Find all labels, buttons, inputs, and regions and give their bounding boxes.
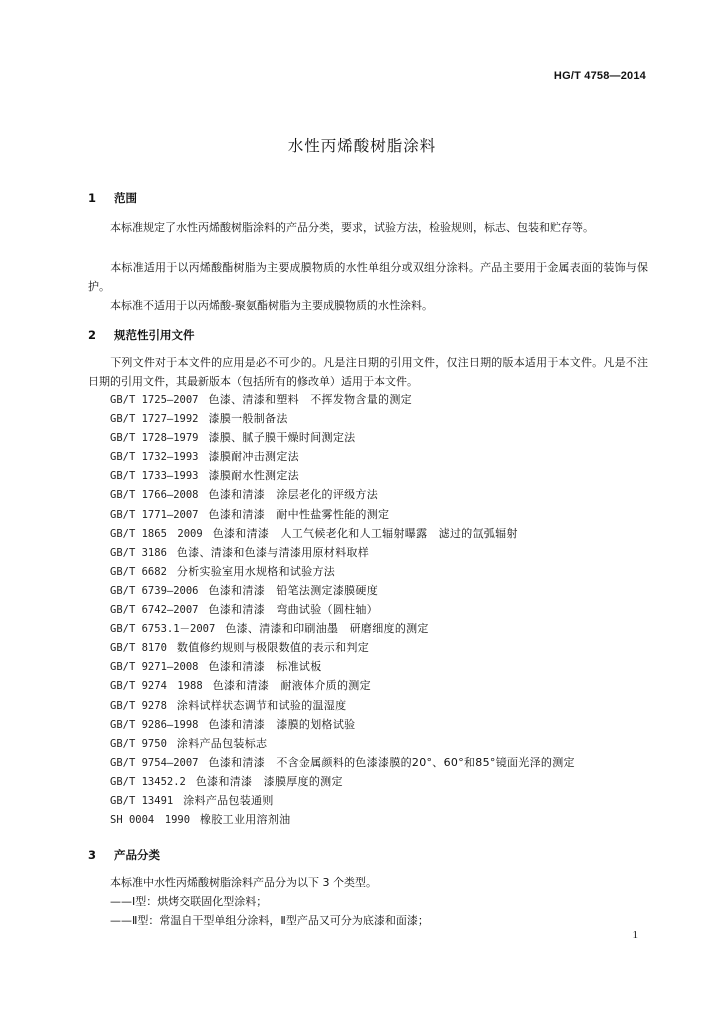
standard-code: HG/T 4758—2014 — [553, 70, 646, 82]
section-3-intro: 本标准中水性丙烯酸树脂涂料产品分为以下 3 个类型。 — [110, 876, 377, 889]
section-title: 产品分类 — [114, 848, 160, 862]
reference-list — [110, 390, 575, 829]
section-2-heading — [88, 327, 195, 343]
section-2-intro: 下列文件对于本文件的应用是必不可少的。凡是注日期的引用文件，仅注日期的版本适用于本文件。凡是不注日期的引用文件，其最新版本（包括所有的修改单）适用于本文件。 — [88, 356, 648, 388]
section-1-heading — [88, 190, 137, 206]
section-title: 范围 — [114, 191, 137, 205]
type-item: ——Ⅱ型：常温自干型单组分涂料，Ⅱ型产品又可分为底漆和面漆； — [110, 914, 429, 927]
reference-item: SH 0004 1990 橡胶工业用溶剂油 — [110, 813, 291, 827]
section-number: 3 — [88, 848, 97, 862]
page-number: 1 — [632, 929, 638, 941]
reference-item: GB/T 6742—2007 色漆和清漆 弯曲试验（圆柱轴） — [110, 603, 379, 617]
reference-item: GB/T 9750 涂料产品包装标志 — [110, 736, 268, 750]
section-number: 2 — [88, 328, 97, 342]
reference-item: GB/T 1865 2009 色漆和清漆 人工气候老化和人工辐射曝露 滤过的氙弧辐射 — [110, 526, 518, 540]
document-title: 水性丙烯酸树脂涂料 — [287, 137, 437, 155]
type-item: ——Ⅰ型：烘烤交联固化型涂料； — [110, 895, 268, 908]
reference-item: GB/T 9274 1988 色漆和清漆 耐液体介质的测定 — [110, 679, 371, 693]
reference-item: GB/T 9271—2008 色漆和清漆 标准试板 — [110, 660, 322, 674]
reference-item: GB/T 8170 数值修约规则与极限数值的表示和判定 — [110, 641, 370, 655]
reference-item: GB/T 1766—2008 色漆和清漆 涂层老化的评级方法 — [110, 488, 379, 502]
reference-item: GB/T 6682 分析实验室用水规格和试验方法 — [110, 564, 336, 578]
reference-item: GB/T 13452.2 色漆和清漆 漆膜厚度的测定 — [110, 774, 343, 788]
section-title: 规范性引用文件 — [114, 328, 195, 342]
reference-item: GB/T 1733—1993 漆膜耐水性测定法 — [110, 469, 299, 483]
reference-item: GB/T 1732—1993 漆膜耐冲击测定法 — [110, 450, 299, 464]
reference-item: GB/T 13491 涂料产品包装通则 — [110, 793, 274, 807]
reference-item: GB/T 3186 色漆、清漆和色漆与清漆用原材料取样 — [110, 545, 370, 559]
reference-item: GB/T 1725—2007 色漆、清漆和塑料 不挥发物含量的测定 — [110, 393, 412, 406]
reference-item: GB/T 9286—1998 色漆和清漆 漆膜的划格试验 — [110, 717, 356, 731]
reference-item: GB/T 9754—2007 色漆和清漆 不含金属颜料的色漆漆膜的20°、60°和85°镜面光泽的测定 — [110, 755, 575, 769]
reference-item: GB/T 6739—2006 色漆和清漆 铅笔法测定漆膜硬度 — [110, 583, 379, 597]
section-3-heading — [88, 847, 160, 863]
reference-item: GB/T 1727—1992 漆膜一般制备法 — [110, 412, 288, 426]
section-number: 1 — [88, 191, 97, 205]
section-1-para-3: 本标准不适用于以丙烯酸-聚氨酯树脂为主要成膜物质的水性涂料。 — [110, 299, 433, 312]
section-1-para-2: 本标准适用于以丙烯酸酯树脂为主要成膜物质的水性单组分或双组分涂料。产品主要用于金属表面的装饰与保护。 — [88, 261, 648, 293]
section-1-para-1: 本标准规定了水性丙烯酸树脂涂料的产品分类，要求，试验方法，检验规则，标志、包装和贮存等。 — [110, 221, 594, 234]
reference-item: GB/T 1771—2007 色漆和清漆 耐中性盐雾性能的测定 — [110, 507, 390, 521]
reference-item: GB/T 6753.1－2007 色漆、清漆和印刷油墨 研磨细度的测定 — [110, 622, 429, 636]
reference-item: GB/T 9278 涂料试样状态调节和试验的温湿度 — [110, 698, 347, 712]
reference-item: GB/T 1728—1979 漆膜、腻子膜干燥时间测定法 — [110, 431, 356, 445]
